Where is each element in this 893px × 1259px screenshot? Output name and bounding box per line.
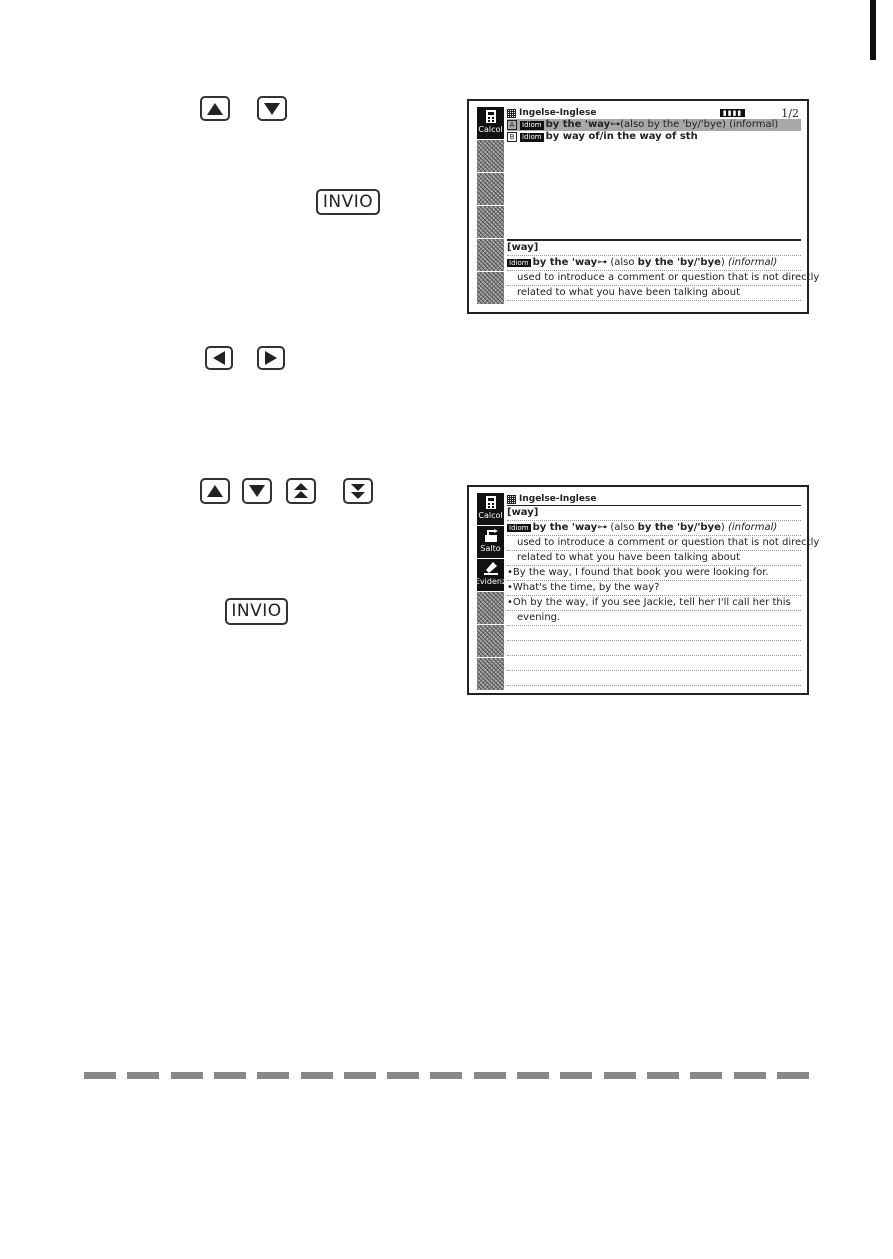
up-key[interactable] <box>200 478 230 504</box>
key-icon: ⊶ <box>597 257 608 268</box>
calculator-label: Calcol <box>478 125 503 134</box>
up-key[interactable] <box>200 96 230 121</box>
example-sentence-continued: evening. <box>507 611 801 626</box>
results-badge: ▮▮▮▮ <box>720 109 745 117</box>
dash-segment <box>734 1072 766 1079</box>
result-text: by way of/in the way of sth <box>545 131 698 142</box>
sidebar-empty-slot <box>477 173 504 205</box>
right-key[interactable] <box>257 346 285 370</box>
down-key[interactable] <box>242 478 272 504</box>
dash-segment <box>604 1072 636 1079</box>
blank-line <box>507 641 801 656</box>
dash-segment <box>560 1072 592 1079</box>
enter-key-label: INVIO <box>231 601 282 621</box>
page-up-key[interactable] <box>286 478 316 504</box>
sidebar-empty-slot <box>477 206 504 238</box>
dash-segment <box>474 1072 506 1079</box>
blank-line <box>507 671 801 686</box>
list-blank-area <box>507 143 801 239</box>
dash-segment <box>301 1072 333 1079</box>
preview-definition-line: related to what you have been talking about <box>507 286 801 301</box>
blank-line <box>507 656 801 671</box>
idiom-tag: Idiom <box>509 259 529 267</box>
screen-header <box>507 493 801 506</box>
sidebar <box>474 493 507 691</box>
jump-label: Salto <box>480 544 501 553</box>
double-up-arrow-icon <box>293 483 309 499</box>
result-letter: B <box>507 132 517 142</box>
dash-segment <box>84 1072 116 1079</box>
preview-phrase: Idiom by the 'way⊶ (also by the 'by/'bye) (informal) <box>507 256 801 271</box>
preview-headword: [way] <box>507 241 801 256</box>
highlight-label: Evidenz <box>474 577 507 586</box>
screen-content <box>507 106 820 301</box>
right-arrow-icon <box>265 351 277 365</box>
dash-segment <box>430 1072 462 1079</box>
sidebar-empty-slot <box>477 592 504 624</box>
page-down-key[interactable] <box>343 478 373 504</box>
sidebar-empty-slot <box>477 625 504 657</box>
idiom-tag: Idiom <box>522 132 542 141</box>
highlight-button[interactable] <box>474 559 507 591</box>
down-key[interactable] <box>257 96 287 121</box>
enter-key-label: INVIO <box>322 191 374 212</box>
dash-segment <box>344 1072 376 1079</box>
example-sentence: •Oh by the way, if you see Jackie, tell her I'll call her this <box>507 596 801 611</box>
idiom-tag: Idiom <box>509 524 529 532</box>
example-sentence: •What's the time, by the way? <box>507 581 801 596</box>
down-arrow-icon <box>249 485 265 497</box>
dictionary-icon <box>507 109 516 118</box>
dictionary-icon <box>507 495 516 504</box>
sidebar-empty-slot <box>477 272 504 304</box>
dash-segment <box>214 1072 246 1079</box>
dictionary-title: Ingelse-Inglese <box>519 494 597 504</box>
key-icon: ⊶ <box>597 522 608 533</box>
jump-icon <box>484 529 498 542</box>
dash-segment <box>777 1072 809 1079</box>
entry-headword: [way] <box>507 506 801 521</box>
blank-line <box>507 626 801 641</box>
example-sentence: •By the way, I found that book you were looking for. <box>507 566 801 581</box>
calculator-icon <box>486 496 496 509</box>
dash-segment <box>171 1072 203 1079</box>
entry-phrase: Idiom by the 'way⊶ (also by the 'by/'bye) (informal) <box>507 521 801 536</box>
result-row[interactable] <box>507 131 801 143</box>
section-marker-bar <box>870 0 876 60</box>
up-arrow-icon <box>207 485 223 497</box>
idiom-tag: Idiom <box>522 120 542 129</box>
result-row-selected[interactable] <box>507 119 801 131</box>
calculator-icon <box>486 110 496 123</box>
enter-key[interactable] <box>225 598 288 625</box>
double-down-arrow-icon <box>350 483 366 499</box>
down-arrow-icon <box>264 103 280 115</box>
sidebar <box>477 107 504 305</box>
sidebar-empty-slot <box>477 140 504 172</box>
jump-button[interactable] <box>477 526 504 558</box>
calculator-button[interactable] <box>477 493 504 525</box>
left-arrow-icon <box>213 351 225 365</box>
highlighter-icon <box>484 562 498 575</box>
key-icon: ⊶ <box>610 119 621 130</box>
calculator-label: Calcol <box>478 511 503 520</box>
page-indicator: 1/2 <box>781 106 799 120</box>
result-text: by the 'way <box>545 119 611 130</box>
dash-segment <box>127 1072 159 1079</box>
dash-segment <box>257 1072 289 1079</box>
entry-definition-line: used to introduce a comment or question that is not directly <box>507 536 801 551</box>
dictionary-screen-list <box>467 99 820 314</box>
dash-segment <box>387 1072 419 1079</box>
calculator-button[interactable] <box>477 107 504 139</box>
screen-content <box>507 493 820 686</box>
result-letter: A <box>507 120 517 130</box>
preview-definition-line: used to introduce a comment or question that is not directly <box>507 271 801 286</box>
sidebar-empty-slot <box>477 658 504 690</box>
dash-segment <box>517 1072 549 1079</box>
sidebar-empty-slot <box>477 239 504 271</box>
left-key[interactable] <box>205 346 233 370</box>
enter-key[interactable] <box>316 189 380 215</box>
entry-definition-line: related to what you have been talking about <box>507 551 801 566</box>
result-rest: (also by the 'by/'bye) (informal) <box>620 119 779 130</box>
dash-segment <box>647 1072 679 1079</box>
up-arrow-icon <box>207 103 223 115</box>
dictionary-title: Ingelse-Inglese <box>519 108 597 118</box>
dictionary-screen-entry <box>467 485 820 695</box>
screen-header <box>507 107 801 119</box>
dash-segment <box>690 1072 722 1079</box>
